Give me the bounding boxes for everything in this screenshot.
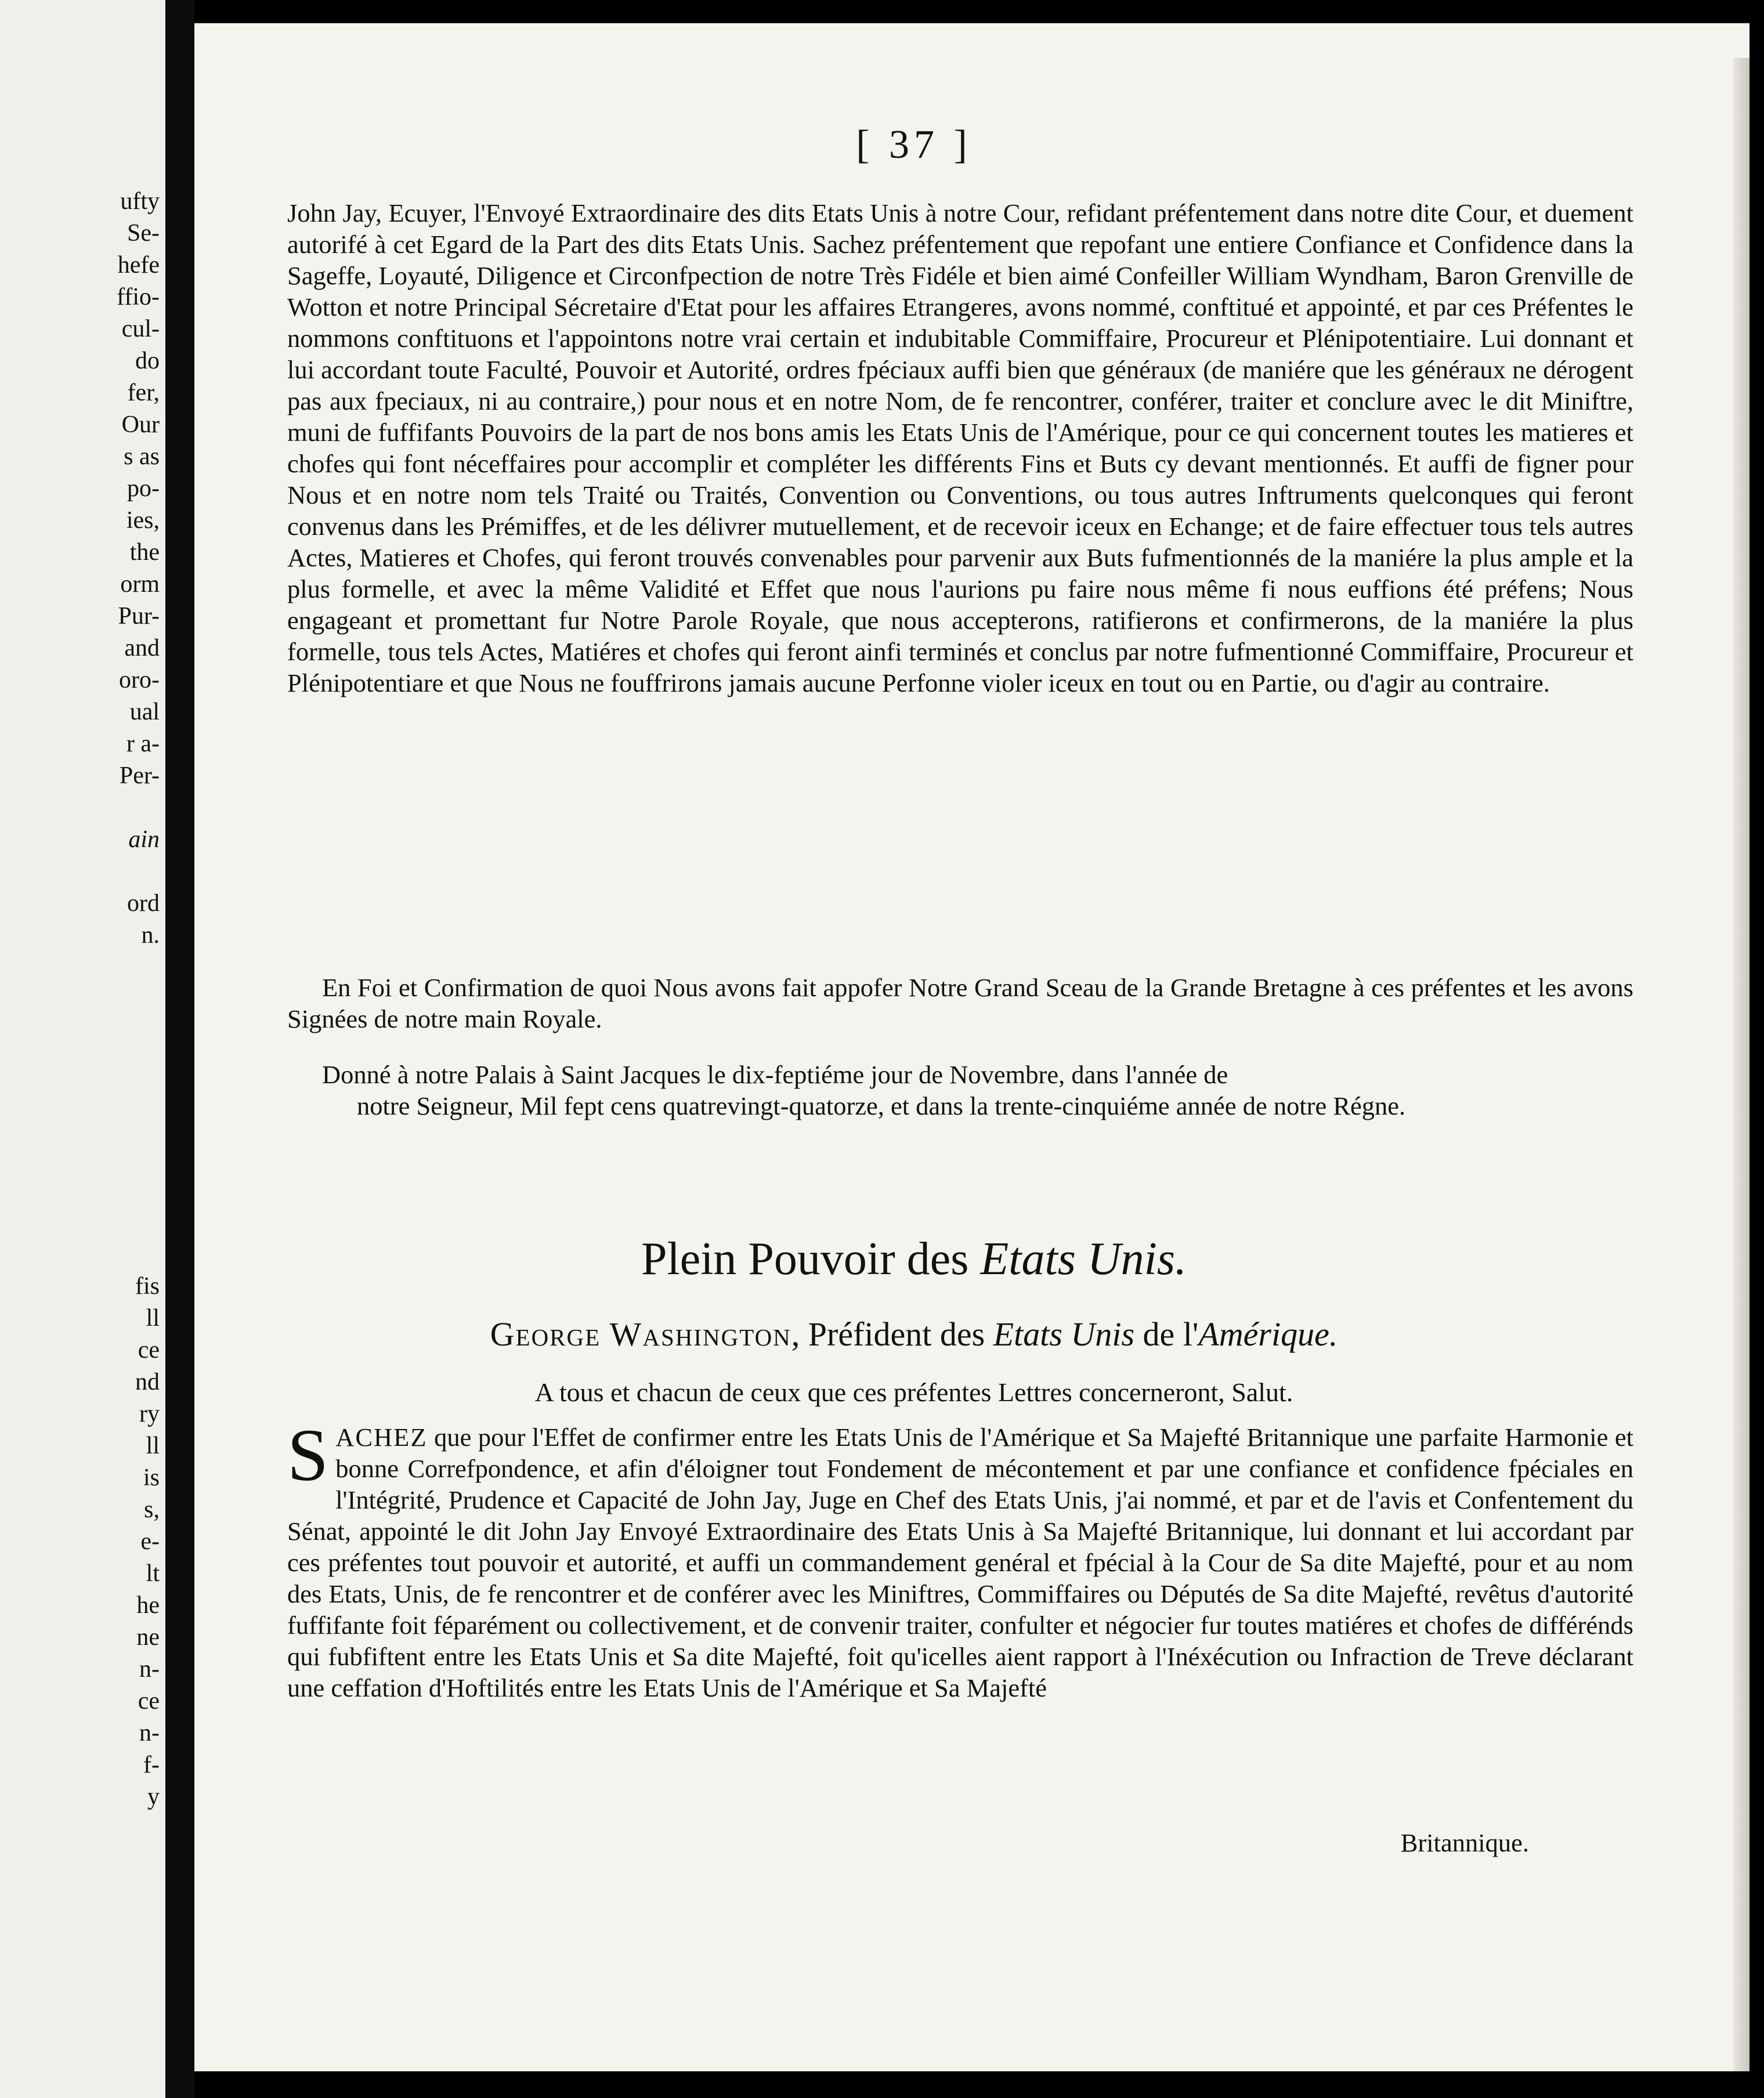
donne-paragraph [287, 1059, 1668, 1122]
facing-page-fragment: r a- [126, 730, 160, 757]
facing-page-fragment: e- [140, 1528, 160, 1555]
page-number: [ 37 ] [856, 122, 972, 167]
facing-page-fragment [15, 952, 160, 983]
facing-page-fragment: do [135, 348, 160, 374]
facing-page-fragment: ord [127, 890, 160, 917]
heading2-mid1: , Préfident des [791, 1315, 993, 1353]
facing-page-fragment: n- [139, 1656, 160, 1683]
facing-page-fragment: f- [143, 1752, 160, 1778]
heading-italic: Etats Unis. [980, 1234, 1187, 1285]
closing-word: Britannique. [1400, 1828, 1529, 1857]
facing-page-fragments [15, 186, 160, 1813]
facing-page-fragment: po- [127, 475, 160, 502]
facing-page-fragment [15, 1047, 160, 1079]
facing-page-fragment: oro- [119, 667, 160, 693]
facing-page-fragment: ffio- [117, 284, 160, 310]
facing-page-fragment: ry [139, 1401, 160, 1427]
facing-page-fragment [15, 1207, 160, 1239]
facing-page-fragment: ne [136, 1624, 160, 1651]
facing-page-fragment: and [124, 635, 160, 661]
facing-page-fragment: ce [138, 1688, 160, 1714]
facing-page-fragment [15, 1015, 160, 1047]
facing-page-fragment: s as [124, 443, 160, 470]
facing-page-fragment: Our [121, 411, 160, 438]
donne-first-line: Donné à notre Palais à Saint Jacques le dix-feptiéme jour de Novembre, dans l'année de [322, 1060, 1228, 1089]
facing-page-fragment [15, 1079, 160, 1111]
document-page [194, 23, 1749, 2071]
facing-page-fragment: n. [141, 922, 160, 949]
facing-page-fragment: is [143, 1464, 160, 1491]
facing-page-fragment: the [129, 539, 160, 566]
donne-continuation: notre Seigneur, Mil fept cens quatrevingt-quatorze, et dans la trente-cinquiéme année de notre Régne. [357, 1091, 1406, 1120]
facing-page-fragment: ll [146, 1305, 160, 1332]
president-heading [194, 1311, 1633, 1358]
facing-page-edge [0, 0, 165, 2098]
sachez-body: que pour l'Effet de confirmer entre les Etats Unis de l'Amérique et Sa Majefté Britannique une parfaite Harmonie et bonne Correfpondence, et afin d'éloigner tout Fondement de mécontement et par une confiance et confidence fpéciales en l'Intégrité, Prudence et Capacité de John Jay, Juge en Chef des Etats Unis, j'ai nommé, et par et de l'avis et Confentement du Sénat, appointé le dit John Jay Envoyé Extraordinaire des Etats Unis à Sa Majefté Britannique, lui donnant et lui accordant par ces préfentes tout pouvoir et autorité, et auffi un commandement genéral et fpécial à la Cour de Sa dite Majefté, pour et au nom des Etats, Unis, de fe rencontrer et de conférer avec les Miniftres, Commiffaires ou Députés de Sa dite Majefté, revêtus d'autorité fuffifante foit féparément ou collectivement, et de convenir traiter, confulter et négocier fur toutes matiéres et chofes de différénds qui fubfiftent entre les Etats Unis et Sa dite Majefté, foit qu'icelles aient rapport à l'Inéxécution ou Infraction de Treve déclarant une ceffation d'Hoftilités entre les Etats Unis de l'Amérique et Sa Majefté [287, 1423, 1633, 1702]
book-gutter [165, 0, 194, 2098]
facing-page-fragment: Se- [127, 220, 160, 247]
facing-page-fragment [15, 1175, 160, 1207]
facing-page-fragment [15, 1239, 160, 1271]
heading2-amerique: Amérique. [1198, 1315, 1338, 1353]
facing-page-fragment: ain [128, 826, 160, 853]
facing-page-fragment: ll [146, 1433, 160, 1459]
facing-page-fragment: fer, [127, 379, 160, 406]
facing-page-fragment: Pur- [118, 603, 160, 630]
facing-page-fragment: ce [138, 1337, 160, 1363]
facing-page-fragment: cul- [121, 316, 160, 342]
facing-page-fragment [15, 983, 160, 1015]
facing-page-fragment: lt [146, 1560, 160, 1587]
facing-page-fragment: orm [120, 571, 160, 598]
facing-page-fragment: hefe [117, 252, 160, 278]
sachez-paragraph [287, 1414, 1633, 1703]
drop-cap: S [287, 1414, 329, 1496]
facing-page-fragment: nd [135, 1369, 160, 1395]
facing-page-fragment [15, 856, 160, 888]
facing-page-fragment [15, 1111, 160, 1143]
facing-page-fragment: ies, [126, 507, 160, 534]
heading2-mid2: de l' [1134, 1315, 1199, 1353]
en-foi-paragraph: En Foi et Confirmation de quoi Nous avons fait appofer Notre Grand Sceau de la Grande Bretagne à ces préfentes et les avons Signées de notre main Royale. [287, 973, 1633, 1033]
president-name: George Washington [490, 1315, 791, 1353]
facing-page-fragment: fis [135, 1273, 160, 1300]
facing-page-fragment [15, 1143, 160, 1175]
facing-page-fragment [15, 792, 160, 824]
facing-page-fragment: n- [139, 1720, 160, 1746]
facing-page-fragment: ufty [120, 188, 160, 215]
commission-paragraph: John Jay, Ecuyer, l'Envoyé Extraordinaire des dits Etats Unis à notre Cour, refidant préfentement dans notre dite Cour, et duement autorifé à cet Egard de la Part des dits Etats Unis. Sachez préfentement que repofant une entiere Confiance et Confidence dans la Sageffe, Loyauté, Diligence et Circonfpection de notre Très Fidéle et bien aimé Confeiller William Wyndham, Baron Grenville de Wotton et notre Principal Sécretaire d'Etat pour les affaires Etrangeres, avons nommé, conftitué et appointé, et par ces Préfentes le nommons conftituons et l'appointons notre vrai certain et indubitable Commiffaire, Procureur et Plénipotentiaire. Lui donnant et lui accordant toute Faculté, Pouvoir et Autorité, ordres fpéciaux auffi bien que généraux (de maniére que les généraux ne dérogent pas aux fpeciaux, ni au contraire,) pour nous et en notre Nom, de fe rencontrer, conférer, traiter et conclure avec le dit Miniftre, muni de fuffifants Pouvoirs de la part de nos bons amis les Etats Unis de l'Amérique, pour ce qui concernent toutes les matieres et chofes qui font néceffaires pour accomplir et compléter les différents Fins et Buts cy devant mentionnés. Et auffi de figner pour Nous et en notre nom tels Traité ou Traités, Convention ou Conventions, ou tous autres Inftruments quelconques qui feront convenus dans les Prémiffes, et de les délivrer mutuellement, et de recevoir iceux en Echange; et de faire effectuer tous tels autres Actes, Matieres et Chofes, qui feront trouvés convenables pour parvenir aux Buts fufmentionnés de la maniére la plus ample et la plus formelle, et avec la même Validité et Effet que nous l'aurions pu faire nous même fi nous euffions été préfens; Nous engageant et promettant fur Notre Parole Royale, que nous accepterons, ratifierons et confirmerons, de la maniére la plus formelle, tous tels Actes, Matiéres et chofes qui feront ainfi terminés et conclus par notre fufmentionné Commiffaire, Procureur et Plénipotentiare et que Nous ne fouffrirons jamais aucune Perfonne violer iceux en tout ou en Partie, ou d'agir au contraire. [287, 198, 1633, 697]
heading-prefix: Plein Pouvoir des [641, 1234, 981, 1285]
facing-page-fragment: Per- [119, 762, 160, 789]
section-heading [194, 1230, 1633, 1288]
facing-page-fragment: y [147, 1784, 160, 1810]
sachez-first-word: ACHEZ [335, 1423, 428, 1452]
facing-page-fragment: he [136, 1592, 160, 1619]
facing-page-fragment: ual [129, 699, 160, 725]
salutation-line: A tous et chacun de ceux que ces préfentes Lettres concerneront, Salut. [534, 1377, 1293, 1407]
facing-page-fragment: s, [144, 1496, 160, 1523]
heading2-etats-unis: Etats Unis [993, 1315, 1135, 1353]
